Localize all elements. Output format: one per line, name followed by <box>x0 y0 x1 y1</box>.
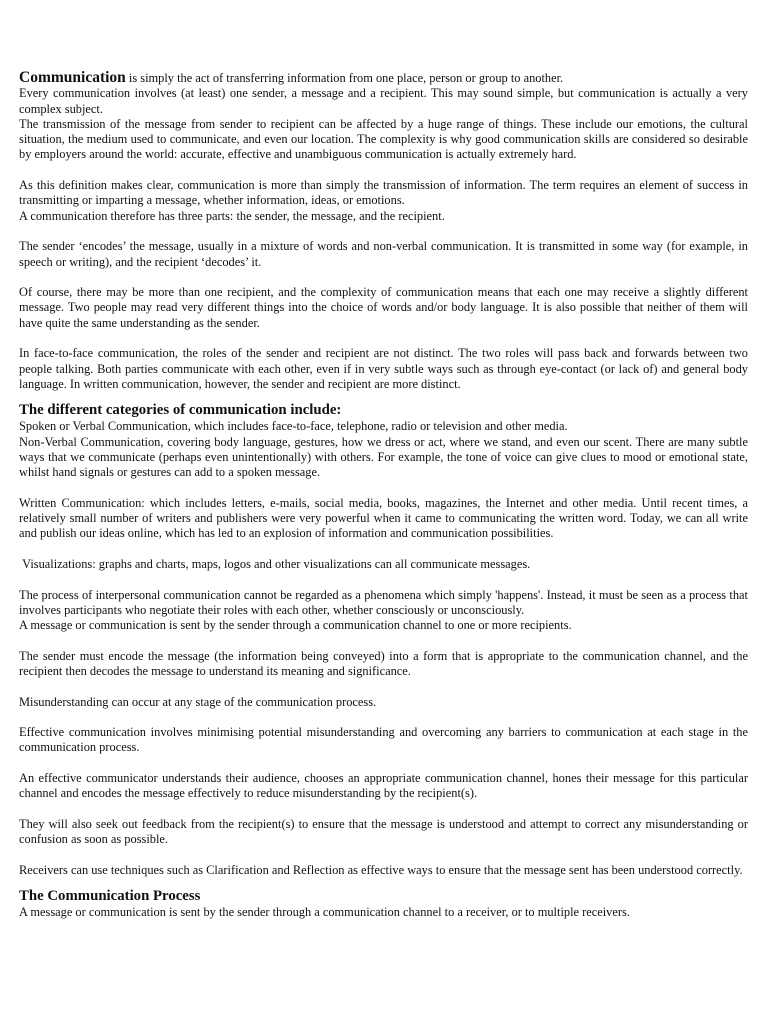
paragraph: An effective communicator understands their audience, chooses an appropriate communication channel, hones their message for this particular channel and encodes the message effectively to reduce misunderstanding by the recipient(s). <box>19 771 748 801</box>
paragraph: The transmission of the message from sender to recipient can be affected by a huge range of things. These include our emotions, the cultural situation, the medium used to communicate, and even our location. The complexity is why good communication skills are considered so desirable by employers around the world: accurate, effective and unambiguous communication is actually extremely hard. <box>19 116 748 162</box>
intro-paragraph <box>19 70 748 86</box>
section-heading-categories: The different categories of communication include: <box>19 402 342 419</box>
spacer <box>19 756 748 771</box>
paragraph: Spoken or Verbal Communication, which includes face-to-face, telephone, radio or television and other media. <box>19 419 568 434</box>
spacer <box>19 270 748 285</box>
section-heading-process: The Communication Process <box>19 888 201 905</box>
intro-text: is simply the act of transferring information from one place, person or group to another. <box>125 71 564 85</box>
paragraph: A communication therefore has three parts: the sender, the message, and the recipient. <box>19 208 445 223</box>
paragraph: Effective communication involves minimising potential misunderstanding and overcoming any barriers to communication at each stage in the communication process. <box>19 725 748 755</box>
paragraph: They will also seek out feedback from the recipient(s) to ensure that the message is understood and attempt to correct any misunderstanding or confusion as soon as possible. <box>19 816 748 847</box>
spacer <box>19 224 748 239</box>
paragraph: In face-to-face communication, the roles of the sender and recipient are not distinct. The two roles will pass back and forwards between two people talking. Both parties communicate with each other, even if in very subtle ways such as through eye-contact (or lack of) and general body language. In written communication, however, the sender and recipient are more distinct. <box>19 346 748 391</box>
spacer <box>19 633 748 648</box>
spacer <box>19 572 748 587</box>
paragraph: Every communication involves (at least) one sender, a message and a recipient. This may sound simple, but communication is actually a very complex subject. <box>19 86 748 116</box>
paragraph: The sender ‘encodes’ the message, usually in a mixture of words and non-verbal communication. It is transmitted in some way (for example, in speech or writing), and the recipient ‘decodes’ it. <box>19 239 748 269</box>
spacer <box>19 710 748 725</box>
spacer <box>19 848 748 863</box>
spacer <box>19 679 748 694</box>
paragraph: A message or communication is sent by the sender through a communication channel to a receiver, or to multiple receivers. <box>19 905 630 920</box>
spacer <box>19 331 748 346</box>
lead-term: Communication <box>19 69 126 86</box>
paragraph: The process of interpersonal communication cannot be regarded as a phenomena which simply 'happens'. Instead, it must be seen as a process that involves participants who negotiate their roles with each other, whether consciously or unconsciously. <box>19 587 748 617</box>
spacer <box>19 542 748 557</box>
spacer <box>19 480 748 495</box>
paragraph: A message or communication is sent by the sender through a communication channel to one or more recipients. <box>19 618 572 633</box>
paragraph: Receivers can use techniques such as Clarification and Reflection as effective ways to ensure that the message sent has been understood correctly. <box>19 862 743 877</box>
paragraph: Of course, there may be more than one recipient, and the complexity of communication means that each one may receive a slightly different message. Two people may read very different things into the choice of words and/or body language. It is also possible that neither of them will have quite the same understanding as the sender. <box>19 285 748 330</box>
paragraph: Written Communication: which includes letters, e-mails, social media, books, magazines, the Internet and other media. Until recent times, a relatively small number of writers and publishers were very powerful when it came to communicating the written word. Today, we can all write and publish our ideas online, which has led to an explosion of information and communication possibilities. <box>19 495 748 541</box>
paragraph: The sender must encode the message (the information being conveyed) into a form that is appropriate to the communication channel, and the recipient then decodes the message to understand its meaning and significance. <box>19 648 748 678</box>
paragraph: Misunderstanding can occur at any stage of the communication process. <box>19 694 377 709</box>
paragraph: As this definition makes clear, communication is more than simply the transmission of information. The term requires an element of success in transmitting or imparting a message, whether information, ideas, or emotions. <box>19 178 748 208</box>
paragraph: Visualizations: graphs and charts, maps, logos and other visualizations can all communicate messages. <box>19 556 531 571</box>
spacer <box>19 802 748 817</box>
document-page <box>19 70 748 920</box>
paragraph: Non-Verbal Communication, covering body language, gestures, how we dress or act, where we stand, and even our scent. There are many subtle ways that we communicate (perhaps even unintentionally) with others. For example, the tone of voice can give clues to mood or emotional state, whilst hand signals or gestures can add to a spoken message. <box>19 434 748 480</box>
spacer <box>19 163 748 178</box>
